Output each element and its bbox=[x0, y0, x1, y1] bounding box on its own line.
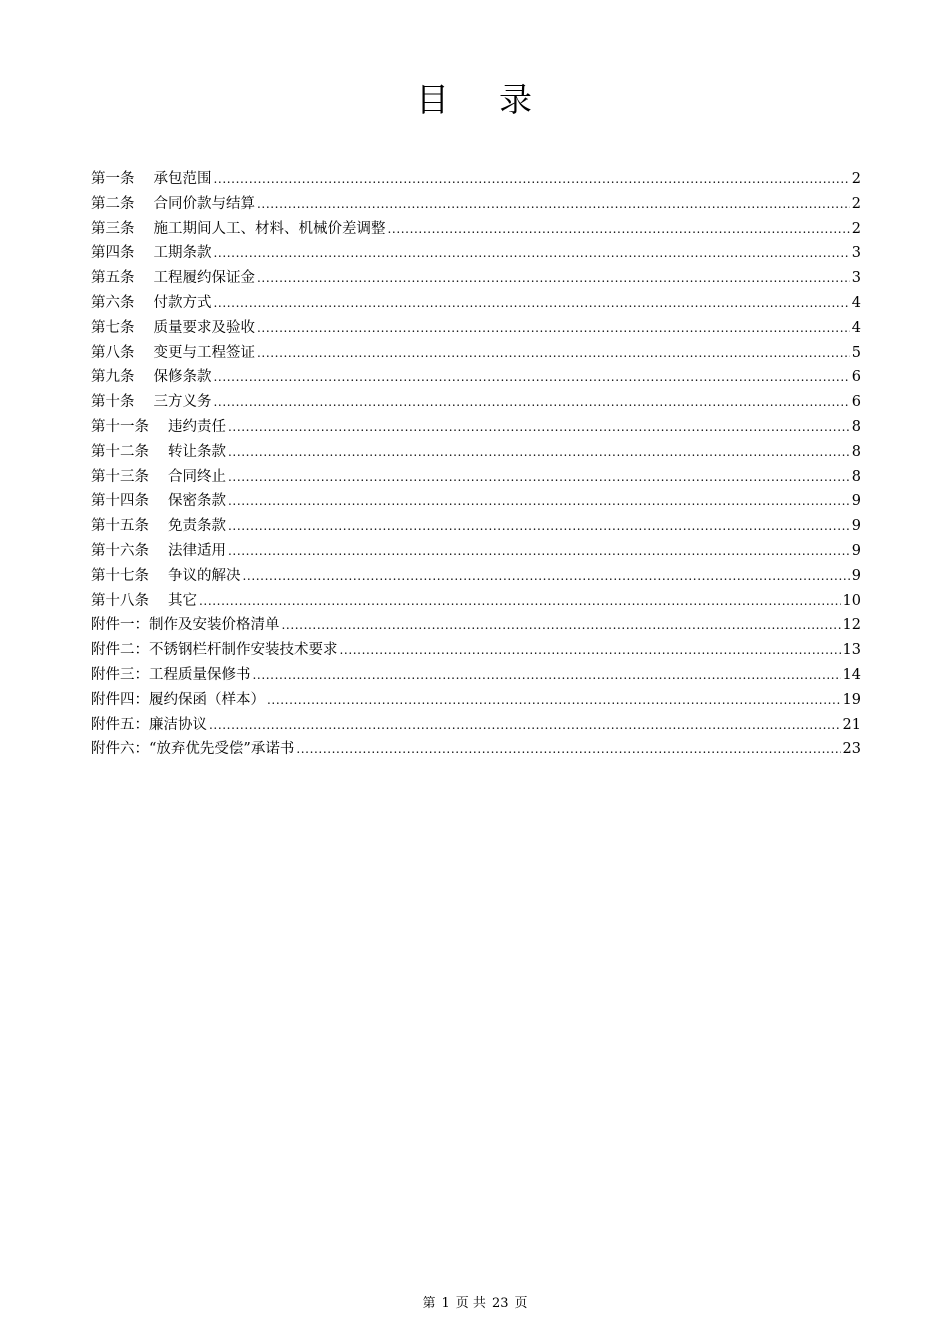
toc-entry-title: “放弃优先受偿”承诺书 bbox=[149, 741, 295, 758]
toc-entry[interactable] bbox=[91, 241, 861, 266]
toc-entry-page-number: 9 bbox=[851, 493, 861, 510]
table-of-contents bbox=[91, 167, 861, 762]
toc-dot-leader bbox=[228, 445, 850, 459]
toc-entry-number: 第四条 bbox=[91, 245, 135, 262]
toc-entry[interactable] bbox=[91, 737, 861, 762]
toc-entry-page-number: 8 bbox=[851, 443, 861, 460]
toc-entry-title: 法律适用 bbox=[168, 542, 226, 559]
toc-entry-number: 第五条 bbox=[91, 270, 135, 287]
toc-dot-leader bbox=[388, 222, 850, 236]
toc-dot-leader bbox=[243, 569, 850, 583]
toc-entry-title: 廉洁协议 bbox=[149, 716, 207, 733]
toc-dot-leader bbox=[267, 693, 841, 707]
toc-dot-leader bbox=[257, 271, 850, 285]
page-title bbox=[0, 78, 950, 122]
toc-dot-leader bbox=[209, 718, 841, 732]
toc-entry-title: 施工期间人工、材料、机械价差调整 bbox=[153, 220, 386, 237]
toc-dot-leader bbox=[253, 668, 841, 682]
toc-entry-title: 制作及安装价格清单 bbox=[149, 617, 280, 634]
toc-entry-number: 第九条 bbox=[91, 369, 135, 386]
toc-dot-leader bbox=[214, 296, 850, 310]
toc-entry-title: 三方义务 bbox=[153, 394, 212, 411]
toc-entry-title: 合同终止 bbox=[168, 468, 226, 485]
toc-entry[interactable] bbox=[91, 539, 861, 564]
toc-entry[interactable] bbox=[91, 365, 861, 390]
toc-entry-title: 履约保函（样本） bbox=[149, 691, 265, 708]
toc-entry-page-number: 14 bbox=[842, 666, 861, 683]
toc-entry[interactable] bbox=[91, 688, 861, 713]
toc-entry[interactable] bbox=[91, 217, 861, 242]
toc-entry[interactable] bbox=[91, 316, 861, 341]
toc-entry-title: 付款方式 bbox=[153, 294, 212, 311]
toc-entry-page-number: 13 bbox=[842, 642, 861, 659]
toc-entry-number: 第十五条 bbox=[91, 518, 149, 535]
toc-entry-title: 违约责任 bbox=[168, 418, 226, 435]
toc-dot-leader bbox=[214, 370, 850, 384]
toc-entry-title: 质量要求及验收 bbox=[153, 319, 255, 336]
toc-entry-page-number: 19 bbox=[842, 691, 861, 708]
toc-dot-leader bbox=[257, 321, 850, 335]
toc-entry-number: 第十二条 bbox=[91, 443, 149, 460]
toc-dot-leader bbox=[228, 470, 850, 484]
toc-entry-page-number: 9 bbox=[851, 542, 861, 559]
toc-entry[interactable] bbox=[91, 291, 861, 316]
toc-entry[interactable] bbox=[91, 415, 861, 440]
toc-entry-page-number: 2 bbox=[851, 171, 861, 187]
toc-entry-title: 工期条款 bbox=[153, 245, 212, 262]
toc-entry-number: 附件二： bbox=[91, 642, 149, 659]
toc-dot-leader bbox=[228, 519, 850, 533]
toc-entry-page-number: 6 bbox=[851, 394, 861, 411]
toc-dot-leader bbox=[257, 346, 850, 360]
toc-entry-page-number: 3 bbox=[851, 270, 861, 287]
toc-entry-title: 保密条款 bbox=[168, 493, 226, 510]
toc-entry-page-number: 8 bbox=[851, 418, 861, 435]
toc-entry-title: 承包范围 bbox=[153, 171, 212, 187]
toc-entry-title: 变更与工程签证 bbox=[153, 344, 255, 361]
toc-entry[interactable] bbox=[91, 390, 861, 415]
toc-entry-page-number: 10 bbox=[842, 592, 861, 609]
toc-dot-leader bbox=[282, 618, 841, 632]
toc-entry-title: 合同价款与结算 bbox=[153, 195, 255, 212]
toc-entry[interactable] bbox=[91, 638, 861, 663]
title-char-first: 目 bbox=[416, 80, 451, 119]
footer-middle: 页 共 bbox=[455, 1296, 486, 1311]
toc-entry-number: 附件四： bbox=[91, 691, 149, 708]
toc-entry[interactable] bbox=[91, 514, 861, 539]
toc-entry-page-number: 4 bbox=[851, 294, 861, 311]
toc-entry[interactable] bbox=[91, 167, 861, 192]
toc-dot-leader bbox=[340, 643, 841, 657]
toc-entry-page-number: 5 bbox=[851, 344, 861, 361]
toc-entry[interactable] bbox=[91, 663, 861, 688]
page-footer bbox=[0, 1292, 950, 1311]
toc-entry-title: 争议的解决 bbox=[168, 567, 241, 584]
toc-entry-page-number: 9 bbox=[851, 567, 861, 584]
toc-dot-leader bbox=[257, 197, 850, 211]
toc-dot-leader bbox=[214, 246, 850, 260]
toc-entry[interactable] bbox=[91, 341, 861, 366]
toc-entry-number: 第十八条 bbox=[91, 592, 149, 609]
toc-entry-page-number: 9 bbox=[851, 518, 861, 535]
toc-entry[interactable] bbox=[91, 713, 861, 738]
footer-total-pages: 23 bbox=[491, 1296, 509, 1311]
toc-dot-leader bbox=[228, 544, 850, 558]
toc-entry-page-number: 8 bbox=[851, 468, 861, 485]
toc-entry-page-number: 23 bbox=[842, 741, 861, 758]
footer-suffix: 页 bbox=[514, 1296, 528, 1311]
toc-entry-number: 附件六： bbox=[91, 741, 149, 758]
toc-entry-page-number: 12 bbox=[842, 617, 861, 634]
toc-entry-number: 第十条 bbox=[91, 394, 135, 411]
toc-entry-page-number: 2 bbox=[851, 195, 861, 212]
toc-dot-leader bbox=[228, 420, 850, 434]
toc-entry-page-number: 6 bbox=[851, 369, 861, 386]
toc-entry-page-number: 4 bbox=[851, 319, 861, 336]
toc-entry-page-number: 2 bbox=[851, 220, 861, 237]
toc-entry[interactable] bbox=[91, 266, 861, 291]
toc-entry[interactable] bbox=[91, 589, 861, 614]
toc-entry-number: 第十一条 bbox=[91, 418, 149, 435]
toc-dot-leader bbox=[199, 594, 841, 608]
toc-entry-number: 附件三： bbox=[91, 666, 149, 683]
toc-entry-title: 其它 bbox=[168, 592, 197, 609]
title-char-second: 录 bbox=[499, 80, 534, 119]
toc-entry-title: 工程履约保证金 bbox=[153, 270, 255, 287]
toc-entry[interactable] bbox=[91, 489, 861, 514]
toc-entry-number: 附件一： bbox=[91, 617, 149, 634]
toc-entry-number: 第十七条 bbox=[91, 567, 149, 584]
toc-entry-number: 第十三条 bbox=[91, 468, 149, 485]
toc-entry-number: 第二条 bbox=[91, 195, 135, 212]
toc-dot-leader bbox=[214, 172, 850, 186]
toc-entry[interactable] bbox=[91, 613, 861, 638]
toc-entry-number: 第十六条 bbox=[91, 542, 149, 559]
toc-entry[interactable] bbox=[91, 465, 861, 490]
toc-entry-page-number: 21 bbox=[842, 716, 861, 733]
toc-entry-number: 第六条 bbox=[91, 294, 135, 311]
toc-entry[interactable] bbox=[91, 440, 861, 465]
toc-entry-title: 不锈钢栏杆制作安装技术要求 bbox=[149, 642, 338, 659]
footer-prefix: 第 bbox=[422, 1296, 436, 1311]
toc-entry-page-number: 3 bbox=[851, 245, 861, 262]
toc-entry-number: 附件五： bbox=[91, 716, 149, 733]
footer-current-page: 1 bbox=[441, 1296, 450, 1311]
toc-entry-number: 第十四条 bbox=[91, 493, 149, 510]
toc-entry[interactable] bbox=[91, 564, 861, 589]
toc-dot-leader bbox=[214, 395, 850, 409]
toc-dot-leader bbox=[296, 742, 840, 756]
toc-entry-number: 第七条 bbox=[91, 319, 135, 336]
toc-entry-title: 转让条款 bbox=[168, 443, 226, 460]
toc-entry-title: 免责条款 bbox=[168, 518, 226, 535]
toc-dot-leader bbox=[228, 494, 850, 508]
toc-entry-number: 第八条 bbox=[91, 344, 135, 361]
toc-entry-title: 保修条款 bbox=[153, 369, 212, 386]
toc-entry-number: 第三条 bbox=[91, 220, 135, 237]
toc-entry[interactable] bbox=[91, 192, 861, 217]
toc-entry-title: 工程质量保修书 bbox=[149, 666, 251, 683]
toc-entry-number: 第一条 bbox=[91, 171, 135, 187]
